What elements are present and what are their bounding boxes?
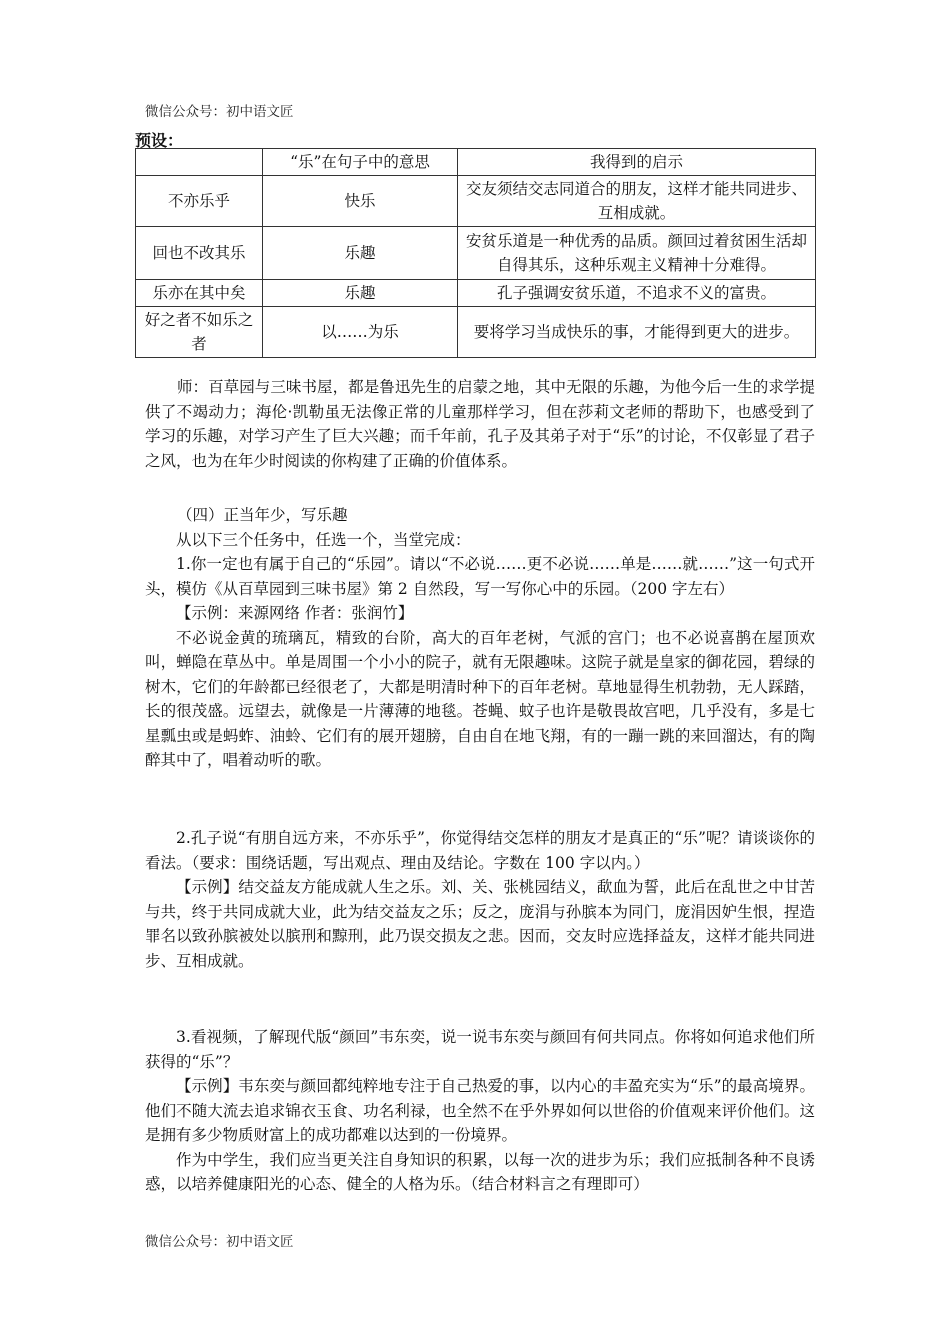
section-intro: 从以下三个任务中，任选一个，当堂完成：	[176, 530, 471, 549]
page-header: 微信公众号：初中语文匠	[145, 104, 294, 120]
table-cell: 不亦乐乎	[136, 176, 263, 227]
section-title: （四）正当年少，写乐趣	[177, 506, 348, 524]
task-2-block	[145, 826, 815, 973]
task-1-example: 不必说金黄的琉璃瓦，精致的台阶，高大的百年老树，气派的宫门；也不必说喜鹊在屋顶欢叫，蝉隐在草丛中。单是周围一个小小的院子，就有无限趣味。这院子就是皇家的御花园，碧绿的树木，它们的年龄都已经很老了，大都是明清时种下的百年老树。草地显得生机勃勃，无人踩踏，长的很茂盛。远望去，就像是一片薄薄的地毯。苍蝇、蚊子也许是敬畏故宫吧，几乎没有，多是七星瓢虫或是蚂蚱、油蛉、它们有的展开翅膀，自由自在地飞翔，有的一蹦一跳的来回溜达，有的陶醉其中了，唱着动听的歌。	[145, 628, 815, 769]
table-cell: 快乐	[263, 176, 458, 227]
table-header-cell	[136, 149, 263, 176]
table-row	[136, 307, 816, 358]
task-3-conclusion: 作为中学生，我们应当更关注自身知识的积累，以每一次的进步为乐；我们应抵制各种不良诱惑，以培养健康阳光的心态、健全的人格为乐。（结合材料言之有理即可）	[145, 1150, 815, 1193]
table-header-row	[136, 149, 816, 176]
table-row	[136, 280, 816, 307]
table-cell: 安贫乐道是一种优秀的品质。颜回过着贫困生活却自得其乐，这种乐观主义精神十分难得。	[458, 227, 816, 280]
page-footer: 微信公众号：初中语文匠	[145, 1234, 294, 1250]
teacher-paragraph: 师：百草园与三味书屋，都是鲁迅先生的启蒙之地，其中无限的乐趣，为他今后一生的求学提供了不竭动力；海伦·凯勒虽无法像正常的儿童那样学习，但在莎莉文老师的帮助下，也感受到了学习的乐趣，对学习产生了巨大兴趣；而千年前，孔子及其弟子对于“乐”的讨论，不仅彰显了君子之风，也为在年少时阅读的你构建了正确的价值体系。	[145, 378, 815, 470]
table-header-cell: “乐”在句子中的意思	[263, 149, 458, 176]
le-meaning-table	[135, 148, 816, 358]
table-cell: 交友须结交志同道合的朋友，这样才能共同进步、互相成就。	[458, 176, 816, 227]
table-row	[136, 227, 816, 280]
preset-label: 预设：	[135, 131, 184, 150]
task-2: 2.孔子说“有朋自远方来，不亦乐乎”，你觉得结交怎样的朋友才是真正的“乐”呢？请谈谈你的看法。（要求：围绕话题，写出观点、理由及结论。字数在 100 字以内。）	[145, 829, 815, 872]
task-1-example-label: 【示例：来源网络 作者：张润竹】	[176, 604, 414, 622]
task-3-example: 【示例】韦东奕与颜回都纯粹地专注于自己热爱的事，以内心的丰盈充实为“乐”的最高境界。他们不随大流去追求锦衣玉食、功名利禄，也全然不在乎外界如何以世俗的价值观来评价他们。这是拥有多少物质财富上的成功都难以达到的一份境界。	[145, 1077, 815, 1144]
table-cell: 回也不改其乐	[136, 227, 263, 280]
table-row	[136, 176, 816, 227]
task-1: 1.你一定也有属于自己的“乐园”。请以“不必说……更不必说……单是……就……”这一句式开头，模仿《从百草园到三味书屋》第 2 自然段，写一写你心中的乐园。（200 字左右）	[145, 555, 815, 598]
task-3-block	[145, 1025, 815, 1197]
teacher-commentary	[145, 375, 815, 473]
table-header-cell: 我得到的启示	[458, 149, 816, 176]
table-cell: 以……为乐	[263, 307, 458, 358]
table-cell: 乐趣	[263, 280, 458, 307]
table-cell: 孔子强调安贫乐道，不追求不义的富贵。	[458, 280, 816, 307]
task-3: 3.看视频，了解现代版“颜回”韦东奕，说一说韦东奕与颜回有何共同点。你将如何追求他们所获得的“乐”？	[145, 1028, 815, 1071]
task-2-example: 【示例】结交益友方能成就人生之乐。刘、关、张桃园结义，歃血为誓，此后在乱世之中甘苦与共，终于共同成就大业，此为结交益友之乐；反之，庞涓与孙膑本为同门，庞涓因妒生恨，捏造罪名以致孙膑被处以膑刑和黥刑，此乃误交损友之悲。因而，交友时应选择益友，这样才能共同进步、互相成就。	[145, 878, 815, 970]
table-cell: 乐亦在其中矣	[136, 280, 263, 307]
table-cell: 要将学习当成快乐的事，才能得到更大的进步。	[458, 307, 816, 358]
table-cell: 好之者不如乐之者	[136, 307, 263, 358]
section-4	[145, 503, 815, 773]
table-cell: 乐趣	[263, 227, 458, 280]
